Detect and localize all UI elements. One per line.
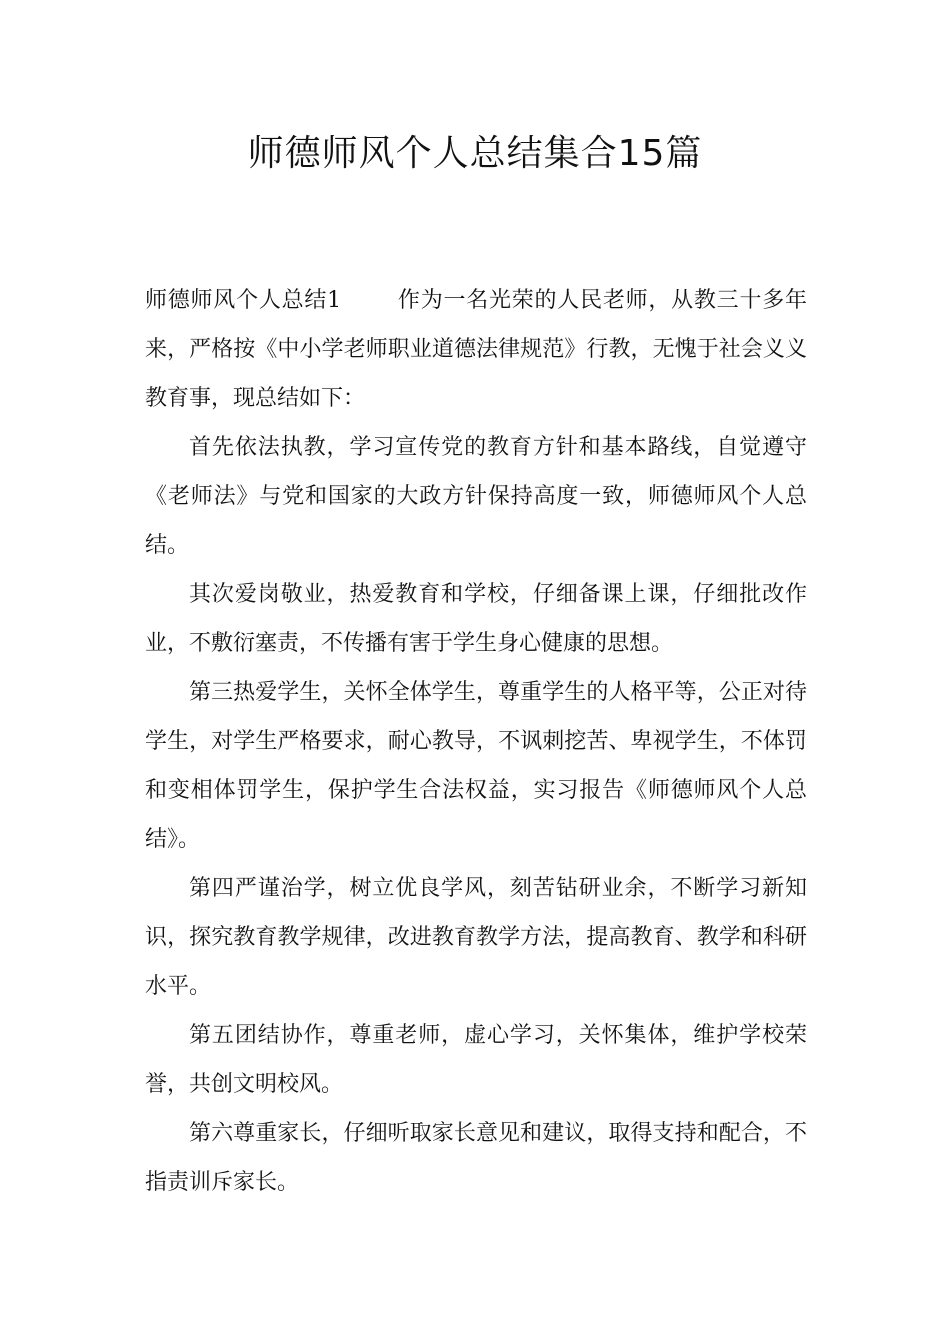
- paragraph-4: 第四严谨治学，树立优良学风，刻苦钻研业余，不断学习新知识，探究教育教学规律，改进教育教学方法，提高教育、教学和科研水平。: [145, 876, 807, 999]
- paragraph-5: 第五团结协作，尊重老师，虚心学习，关怀集体，维护学校荣誉，共创文明校风。: [145, 1023, 807, 1097]
- paragraph-3: 第三热爱学生，关怀全体学生，尊重学生的人格平等，公正对待学生，对学生严格要求，耐心教导，不讽刺挖苦、卑视学生，不体罚和变相体罚学生，保护学生合法权益，实习报告《师德师风个人总结》。: [145, 680, 807, 852]
- section-heading: 师德师风个人总结1: [145, 288, 342, 313]
- paragraph-6: 第六尊重家长，仔细听取家长意见和建议，取得支持和配合，不指责训斥家长。: [145, 1121, 807, 1195]
- intro-paragraph: [145, 276, 807, 423]
- intro-text: 作为一名光荣的人民老师，从教三十多年来，严格按《中小学老师职业道德法律规范》行教，无愧于社会义义教育事，现总结如下：: [145, 288, 807, 411]
- document-title: 师德师风个人总结集合15篇: [247, 133, 703, 174]
- paragraph-2: 其次爱岗敬业，热爱教育和学校，仔细备课上课，仔细批改作业，不敷衍塞责，不传播有害于学生身心健康的思想。: [145, 582, 807, 656]
- paragraph-1: 首先依法执教，学习宣传党的教育方针和基本路线，自觉遵守《老师法》与党和国家的大政方针保持高度一致，师德师风个人总结。: [145, 435, 807, 558]
- document-body: [145, 276, 807, 1207]
